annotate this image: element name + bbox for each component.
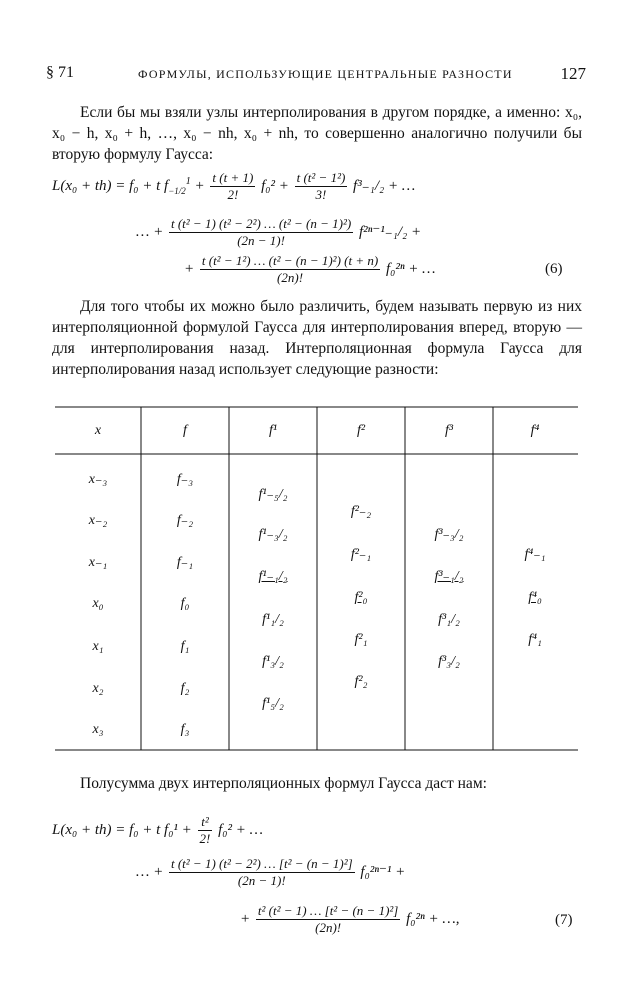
formula-7-line-1 — [52, 814, 263, 847]
equation-number-6: (6) — [545, 261, 563, 277]
header-f3: f³ — [444, 423, 454, 438]
frac-num: t² (t² − 1) … [t² − (n − 1)²] — [257, 903, 399, 918]
equation-number-7: (7) — [555, 912, 573, 928]
frac-den: 2! — [227, 187, 239, 202]
cell-x: x₋₃ — [88, 472, 108, 487]
cell-f: f₃ — [180, 722, 190, 737]
cell-f2: f²₁ — [354, 632, 368, 647]
cell-f1: f¹₋₁/₂ — [258, 569, 288, 584]
frac-den: (2n)! — [277, 270, 304, 285]
cell-x: x₂ — [92, 681, 104, 696]
formula-6-sup: 1 — [185, 175, 191, 187]
cell-f: f₋₃ — [176, 472, 194, 487]
frac-num: t (t² − 1) (t² − 2²) … [t² − (n − 1)²] — [170, 856, 353, 871]
paragraph-halfsum-text: Полусумма двух интерполяционных формул Гаусса даст нам: — [80, 775, 487, 792]
header-f2: f² — [356, 423, 366, 438]
formula-6-lead-2: … + — [136, 223, 164, 240]
cell-f4: f⁴₋₁ — [524, 547, 546, 562]
formula-7-lead-3: + — [240, 910, 251, 927]
paragraph-gauss — [52, 296, 582, 380]
cell-f1: f¹₁/₂ — [262, 612, 284, 627]
page-number: 127 — [560, 64, 586, 83]
differences-table — [55, 406, 578, 752]
formula-6-lead-3: + — [184, 260, 195, 277]
cell-f2: f²₀ — [354, 590, 368, 605]
paragraph-intro-text: Если бы мы взяли узлы интерполирования в другом порядке, а именно: x₀, x₀ − h, x₀ + h, …, x₀ − nh, x₀ + nh, то совершенно аналогично получили бы вторую формулу Гаусса: — [52, 104, 582, 163]
formula-6-term-4: f₀²ⁿ + … — [385, 260, 436, 277]
cell-f: f₋₁ — [176, 555, 194, 570]
formula-6-term-3: f²ⁿ⁻¹₋₁/₂ + — [358, 223, 422, 240]
frac-num: t (t² − 1) (t² − 2²) … (t² − (n − 1)²) — [170, 216, 352, 231]
formula-6-line-2 — [136, 216, 421, 249]
paragraph-gauss-text: Для того чтобы их можно было различить, будем называть первую из них интерполяционной формулой Гаусса для интерполирования вперед, вторую — для интерполирования назад. Интерполяционная формула Гаусса для интерполирования назад использует следующие разности: — [52, 298, 582, 378]
cell-x: x₋₁ — [88, 555, 108, 570]
table-grid — [55, 406, 578, 752]
formula-6-lhs: L(x₀ + th) = f₀ + t f — [52, 177, 169, 194]
frac-num: t (t² − 1²) … (t² − (n − 1)²) (t + n) — [201, 253, 379, 268]
cell-f: f₀ — [180, 596, 190, 611]
frac-den: (2n)! — [315, 920, 342, 935]
frac-num: t² — [198, 814, 213, 831]
paragraph-intro — [52, 102, 582, 165]
paragraph-halfsum — [52, 773, 582, 794]
formula-6-sub: −1/2 — [168, 185, 186, 196]
formula-6-frac-1 — [210, 170, 255, 203]
cell-f: f₋₂ — [176, 513, 194, 528]
cell-f: f₁ — [180, 639, 190, 654]
cell-x: x₁ — [92, 639, 104, 654]
cell-f3: f³₋₁/₂ — [434, 569, 464, 584]
section-number: § 71 — [46, 64, 74, 81]
formula-6-frac-3 — [169, 216, 353, 249]
formula-7-term-1: f₀² + … — [218, 821, 263, 838]
cell-f2: f²₋₂ — [350, 504, 372, 519]
formula-7-frac-2 — [169, 856, 355, 889]
formula-7-term-3: f₀²ⁿ + …, — [406, 910, 460, 927]
cell-f3: f³₃/₂ — [438, 654, 460, 669]
cell-f3: f³₁/₂ — [438, 612, 460, 627]
frac-den: (2n − 1)! — [237, 233, 285, 248]
formula-6-line-1: L(x₀ + th) = f₀ + t $f_{-1/2}^1$ + $\frac{t (t + 1)}{2!}$ f₀² + $\frac{\text{t (t² − 1²)}}{3!}$ f³₋₁/₂ + … — [52, 170, 416, 202]
cell-f1: f¹₋₅/₂ — [258, 487, 288, 502]
header-f4: f⁴ — [530, 423, 540, 438]
formula-6-frac-2 — [295, 170, 348, 203]
formula-7-line-3 — [240, 903, 459, 936]
formula-6-line-3 — [184, 253, 436, 286]
formula-6-frac-4 — [200, 253, 380, 286]
cell-f1: f¹₋₃/₂ — [258, 527, 288, 542]
frac-den: 3! — [315, 187, 327, 202]
cell-f1: f¹₅/₂ — [262, 696, 284, 711]
header-f1: f¹ — [268, 423, 278, 438]
frac-den: (2n − 1)! — [237, 873, 286, 888]
cell-f4: f⁴₀ — [528, 590, 542, 605]
page-header — [46, 64, 586, 86]
cell-f2: f²₋₁ — [350, 547, 372, 562]
header-x: x — [94, 423, 102, 438]
formula-6-term-2: f³₋₁/₂ + … — [353, 177, 416, 194]
formula-7-lead-2: … + — [136, 863, 164, 880]
cell-f4: f⁴₁ — [528, 632, 542, 647]
cell-f: f₂ — [180, 681, 190, 696]
formula-7-line-2 — [136, 856, 405, 889]
formula-7-frac-1 — [198, 814, 213, 847]
frac-den: 2! — [199, 831, 211, 846]
cell-f2: f²₂ — [354, 674, 368, 689]
cell-x: x₀ — [92, 596, 104, 611]
header-f: f — [183, 423, 187, 438]
formula-7-frac-3 — [256, 903, 401, 936]
running-title: ФОРМУЛЫ, ИСПОЛЬЗУЮЩИЕ ЦЕНТРАЛЬНЫЕ РАЗНОСТИ — [138, 67, 513, 81]
cell-f1: f¹₃/₂ — [262, 654, 284, 669]
cell-f3: f³₋₃/₂ — [434, 527, 464, 542]
formula-7-lhs: L(x₀ + th) = f₀ + t f₀¹ + — [52, 821, 192, 838]
formula-7-term-2: f₀²ⁿ⁻¹ + — [360, 863, 406, 880]
cell-x: x₃ — [92, 722, 104, 737]
cell-x: x₋₂ — [88, 513, 108, 528]
frac-num: t (t + 1) — [212, 170, 254, 185]
formula-6-term-1: f₀² + — [261, 177, 289, 194]
frac-num: t (t² − 1²) — [296, 170, 346, 185]
